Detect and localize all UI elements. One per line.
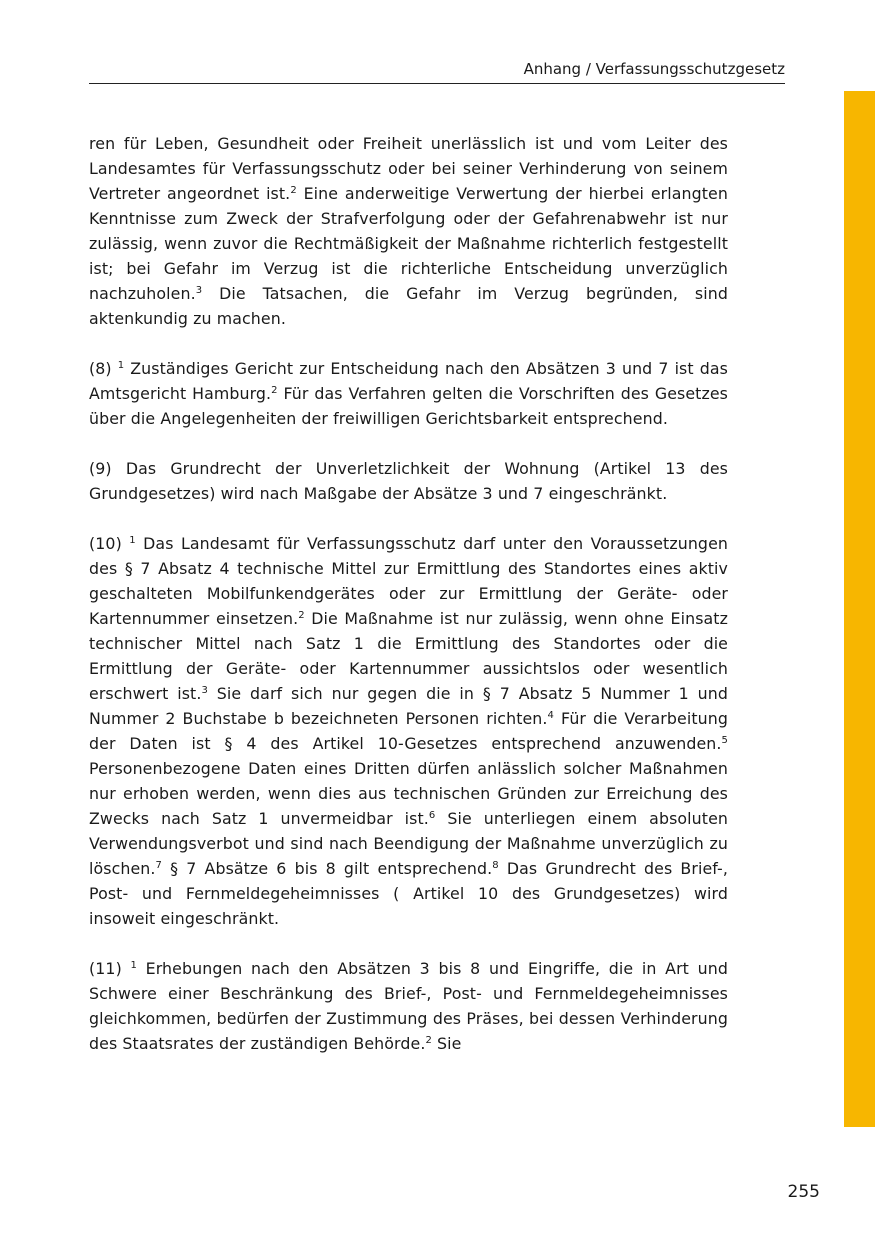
paragraph-text: Das Landesamt für Verfassungsschutz darf unter den Voraussetzungen des § 7 Absatz 4 technische Mittel zur Ermittlung des Standortes eines aktiv geschalteten Mobilfunkendgerätes oder zur Ermittlung der Geräte- oder Kartennummer einsetzen. [89, 534, 728, 628]
sentence-number: 2 [425, 1035, 432, 1046]
paragraph-text: Zuständiges Gericht zur Entscheidung nach den Absätzen 3 und 7 ist das Amtsgericht Hamburg. [89, 359, 728, 403]
body-text [89, 131, 728, 1081]
paragraph-text: Sie darf sich nur gegen die in § 7 Absatz 5 Nummer 1 und Nummer 2 Buchstabe b bezeichneten Personen richten. [89, 684, 728, 728]
paragraph-text: Sie unterliegen einem absoluten Verwendungsverbot und sind nach Beendigung der Maßnahme unverzüglich zu löschen. [89, 809, 728, 878]
sentence-number: 4 [547, 710, 555, 721]
header-title: Anhang / Verfassungsschutzgesetz [523, 60, 785, 78]
sentence-number: 7 [155, 860, 163, 871]
sentence-number: 2 [298, 610, 305, 621]
paragraph-text: Personenbezogene Daten eines Dritten dürfen anlässlich solcher Maßnahmen nur erhoben werden, wenn dies aus technischen Gründen zur Erreichung des Zwecks nach Satz 1 unvermeidbar ist. [89, 759, 728, 828]
paragraph-text: Eine anderweitige Verwertung der hierbei erlangten Kenntnisse zum Zweck der Strafverfolgung oder der Gefahrenabwehr ist nur zulässig, wenn zuvor die Rechtmäßigkeit der Maßnahme richterlich festgestellt ist; bei Gefahr im Verzug ist die richterliche Entscheidung unverzüglich nachzuholen. [89, 184, 728, 303]
sentence-number: 3 [201, 685, 208, 696]
paragraph-text: § 7 Absätze 6 bis 8 gilt entsprechend. [162, 859, 493, 878]
paragraph-text: Die Tatsachen, die Gefahr im Verzug begründen, sind aktenkundig zu machen. [89, 284, 728, 328]
paragraph-text: (9) Das Grundrecht der Unverletzlichkeit der Wohnung (Artikel 13 des Grundgesetzes) wird nach Maßgabe der Absätze 3 und 7 eingeschränkt. [89, 459, 728, 503]
sentence-number: 6 [428, 810, 436, 821]
sentence-number: 2 [290, 185, 297, 196]
paragraph [89, 456, 728, 506]
paragraph [89, 356, 728, 431]
page-number: 255 [787, 1182, 820, 1202]
paragraph-text: (11) [89, 959, 131, 978]
chapter-tab-bar [844, 91, 875, 1127]
paragraph-text: Für die Verarbeitung der Daten ist § 4 des Artikel 10-Gesetzes entsprechend anzuwenden. [89, 709, 728, 753]
paragraph-text: Die Maßnahme ist nur zulässig, wenn ohne Einsatz technischer Mittel nach Satz 1 die Ermittlung des Standortes oder die Ermittlung der Geräte- oder Kartennummer aussichtslos oder wesentlich erschwert ist. [89, 609, 728, 703]
running-header [89, 58, 785, 84]
sentence-number: 1 [129, 535, 136, 546]
sentence-number: 2 [271, 385, 278, 396]
paragraph [89, 956, 728, 1056]
sentence-number: 5 [721, 735, 728, 746]
paragraph [89, 531, 728, 931]
paragraph-text: (8) [89, 359, 118, 378]
paragraph [89, 131, 728, 331]
sentence-number: 1 [117, 360, 125, 371]
paragraph-text: Das Grundrecht des Brief-, Post- und Fernmeldegeheimnisses ( Artikel 10 des Grundgesetzes) wird insoweit eingeschränkt. [89, 859, 728, 928]
paragraph-text: Sie [431, 1034, 462, 1053]
sentence-number: 3 [195, 285, 203, 296]
paragraph-text: Erhebungen nach den Absätzen 3 bis 8 und Eingriffe, die in Art und Schwere einer Beschränkung des Brief-, Post- und Fernmeldegeheimnisses gleichkommen, bedürfen der Zustimmung des Präses, bei dessen Verhinderung des Staatsrates der zuständigen Behörde. [89, 959, 728, 1053]
sentence-number: 8 [492, 860, 499, 871]
sentence-number: 1 [130, 960, 137, 971]
paragraph-text: ren für Leben, Gesundheit oder Freiheit unerlässlich ist und vom Leiter des Landesamtes für Verfassungsschutz oder bei seiner Verhinderung von seinem Vertreter angeordnet ist. [89, 134, 728, 203]
paragraph-text: (10) [89, 534, 130, 553]
paragraph-text: Für das Verfahren gelten die Vorschriften des Gesetzes über die Angelegenheiten der freiwilligen Gerichtsbarkeit entsprechend. [89, 384, 728, 428]
